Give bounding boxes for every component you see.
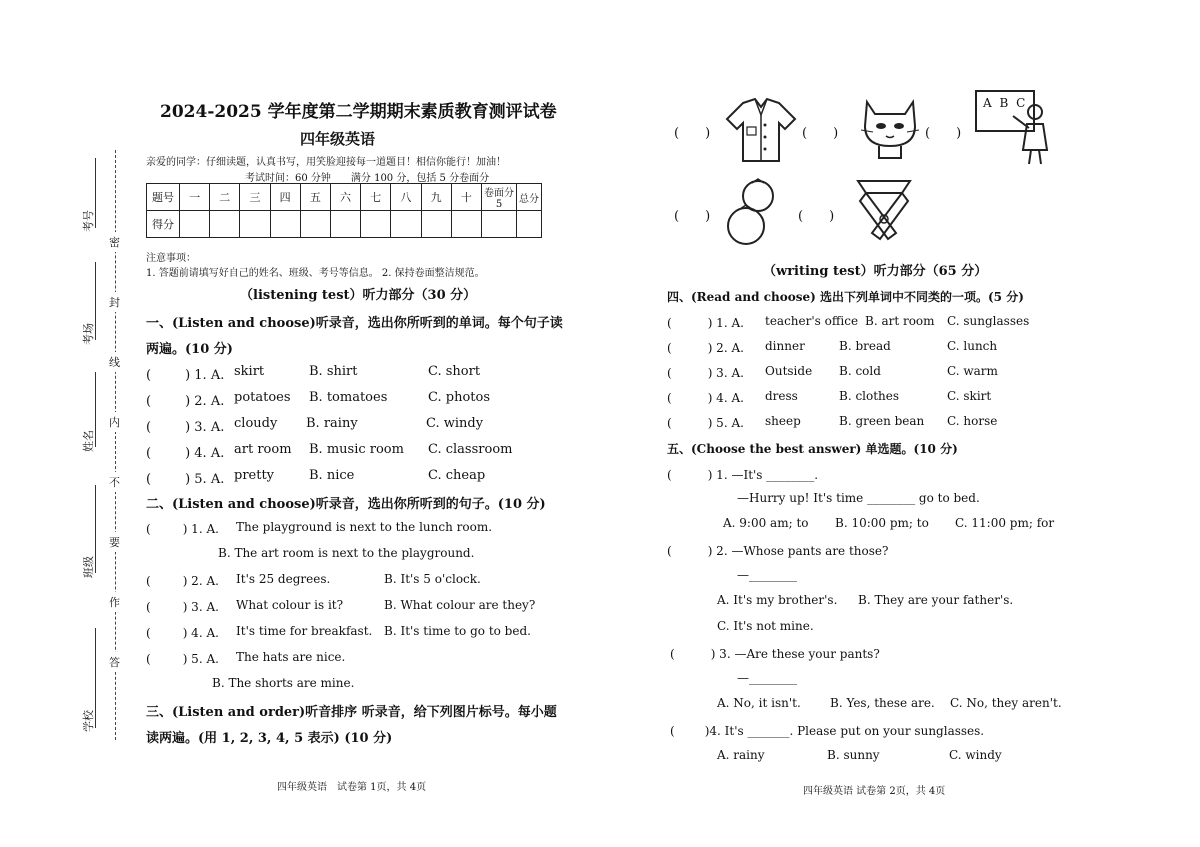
answer-paren[interactable]: ( — [146, 420, 178, 435]
answer-paren[interactable]: ( — [146, 472, 178, 487]
school-blank[interactable] — [95, 628, 96, 728]
list-item: ( ) 3. A. What colour is it? B. What colour are they? — [146, 598, 536, 614]
page-footer: 四年级英语 试卷第 1页，共 4页 — [277, 782, 427, 793]
list-item: ( ) 2. A. potatoes B. tomatoes C. photos — [146, 390, 490, 409]
section-2-title: 二、(Listen and choose)听录音，选出你所听到的句子。(10 分) — [146, 497, 546, 512]
question-2-option-c: C. It's not mine. — [717, 619, 814, 633]
answer-paren[interactable]: ( — [670, 724, 699, 738]
question-4-options: A. rainy B. sunny C. windy — [717, 748, 1002, 762]
answer-paren[interactable]: ( — [667, 391, 696, 405]
question-3: ( ) 3. —Are these your pants? — [670, 647, 880, 661]
score-header-cell: 五 — [300, 184, 330, 211]
list-item: ( ) 2. A. It's 25 degrees. B. It's 5 o'clock. — [146, 572, 481, 588]
seal-char: 封 — [109, 292, 120, 312]
answer-paren[interactable]: ( — [667, 366, 696, 380]
score-header-cell: 七 — [361, 184, 391, 211]
score-header-cell: 三 — [240, 184, 270, 211]
list-item: ( ) 3. A. Outside B. cold C. warm — [667, 364, 998, 380]
score-cell[interactable] — [361, 211, 391, 238]
notes: 1. 答题前请填写好自己的姓名、班级、考号等信息。 2. 保持卷面整洁规范。 — [146, 268, 485, 279]
seal-char: 作 — [109, 592, 120, 612]
section-4-title: 四、(Read and choose) 选出下列单词中不同类的一项。(5 分) — [667, 290, 1024, 304]
question-3-line-2: —________ — [737, 671, 797, 685]
name-blank[interactable] — [95, 372, 96, 447]
picture-answer-paren[interactable]: ( ) — [925, 126, 962, 141]
answer-paren[interactable]: ( — [667, 316, 696, 330]
score-cell[interactable] — [210, 211, 240, 238]
score-header-cell: 总分 — [517, 184, 542, 211]
section-3-title-cont: 读两遍。(用 1, 2, 3, 4, 5 表示) (10 分) — [146, 731, 393, 746]
answer-paren[interactable]: ( — [667, 416, 696, 430]
section-1-title-cont: 两遍。(10 分) — [146, 342, 233, 357]
score-cell[interactable] — [451, 211, 481, 238]
score-header-cell: 一 — [180, 184, 210, 211]
exam-number-label: 考号 — [82, 210, 95, 232]
score-header-cell: 六 — [330, 184, 360, 211]
answer-paren[interactable]: ( — [146, 522, 175, 536]
list-item: ( ) 1. A. The playground is next to the lunch room. — [146, 520, 493, 536]
list-item: ( ) 3. A. cloudy B. rainy C. windy — [146, 416, 484, 435]
section-3-title: 三、(Listen and order)听音排序 听录音，给下列图片标号。每小题 — [146, 705, 557, 720]
list-item: ( ) 5. A. pretty B. nice C. cheap — [146, 468, 486, 487]
list-item: B. The art room is next to the playground. — [218, 546, 475, 560]
seal-char: 不 — [109, 472, 120, 492]
greeting: 亲爱的同学：仔细读题，认真书写，用笑脸迎接每一道题目！相信你能行！加油！ — [146, 157, 506, 168]
question-1-line-2: —Hurry up! It's time ________ go to bed. — [737, 491, 980, 505]
class-label: 班级 — [82, 556, 95, 578]
question-2-options: A. It's my brother's. B. They are your father's. — [717, 593, 1014, 607]
section-1-title: 一、(Listen and choose)听录音，选出你所听到的单词。每个句子读 — [146, 316, 563, 331]
score-cell[interactable] — [270, 211, 300, 238]
seal-char: 密 — [109, 232, 120, 252]
seal-char: 线 — [109, 352, 120, 372]
list-item: ( ) 1. A. skirt B. shirt C. short — [146, 364, 481, 383]
answer-paren[interactable]: ( — [146, 600, 175, 614]
scarf-picture — [852, 175, 916, 247]
answer-paren[interactable]: ( — [670, 647, 699, 661]
score-header-cell: 九 — [421, 184, 451, 211]
question-2-line-2: —________ — [737, 568, 797, 582]
score-header-cell: 八 — [391, 184, 421, 211]
answer-paren[interactable]: ( — [146, 574, 175, 588]
answer-paren[interactable]: ( — [146, 626, 175, 640]
score-row-label: 得分 — [147, 211, 180, 238]
answer-paren[interactable]: ( — [667, 544, 696, 558]
score-cell[interactable] — [517, 211, 542, 238]
score-cell[interactable] — [300, 211, 330, 238]
teacher-icon — [1011, 102, 1053, 166]
score-cell[interactable] — [421, 211, 451, 238]
section-5-title: 五、(Choose the best answer) 单选题。(10 分) — [667, 442, 958, 456]
picture-answer-paren[interactable]: ( ) — [674, 209, 711, 224]
school-label: 学校 — [82, 710, 95, 732]
name-label: 姓名 — [82, 430, 95, 452]
page-footer: 四年级英语 试卷第 2页，共 4页 — [803, 786, 946, 797]
list-item: ( ) 4. A. dress B. clothes C. skirt — [667, 389, 992, 405]
list-item: ( ) 5. A. sheep B. green bean C. horse — [667, 414, 998, 430]
list-item: ( ) 4. A. art room B. music room C. classroom — [146, 442, 513, 461]
exam-info: 考试时间：60 分钟 满分 100 分，包括 5 分卷面分 — [245, 173, 490, 184]
question-4: ( )4. It's _______. Please put on your sunglasses. — [670, 724, 985, 738]
exam-room-blank[interactable] — [95, 262, 96, 340]
list-item: ( ) 2. A. dinner B. bread C. lunch — [667, 339, 998, 355]
score-cell[interactable] — [240, 211, 270, 238]
answer-paren[interactable]: ( — [146, 446, 178, 461]
score-table-score-row — [147, 211, 542, 238]
seal-char: 答 — [109, 652, 120, 672]
list-item: B. The shorts are mine. — [212, 676, 355, 690]
exam-title: 2024-2025 学年度第二学期期末素质教育测评试卷 — [160, 102, 557, 122]
score-cell[interactable] — [391, 211, 421, 238]
answer-paren[interactable]: ( — [146, 652, 175, 666]
answer-paren[interactable]: ( — [667, 468, 696, 482]
board-letters: A B C — [983, 96, 1028, 110]
shirt-picture — [725, 97, 797, 163]
picture-answer-paren[interactable]: ( ) — [802, 126, 839, 141]
class-blank[interactable] — [95, 485, 96, 573]
list-item: ( ) 1. A. teacher's office B. art room C. sunglasses — [667, 314, 1030, 330]
score-header-cell: 四 — [270, 184, 300, 211]
score-cell[interactable] — [330, 211, 360, 238]
teacher-blackboard-picture — [975, 90, 1055, 166]
answer-paren[interactable]: ( — [146, 368, 178, 383]
tomatoes-picture — [722, 176, 786, 246]
picture-answer-paren[interactable]: ( ) — [798, 209, 835, 224]
exam-subtitle: 四年级英语 — [300, 130, 376, 148]
exam-room-label: 考场 — [82, 323, 95, 345]
score-header-cell: 二 — [210, 184, 240, 211]
seal-char: 内 — [109, 412, 120, 432]
picture-answer-paren[interactable]: ( ) — [674, 126, 711, 141]
listening-header: （listening test）听力部分（30 分） — [240, 288, 477, 303]
answer-paren[interactable]: ( — [146, 394, 178, 409]
score-cell[interactable] — [482, 211, 517, 238]
seal-char: 要 — [109, 532, 120, 552]
question-3-options: A. No, it isn't. B. Yes, these are. C. No, they aren't. — [717, 696, 1062, 710]
list-item: ( ) 5. A. The hats are nice. — [146, 650, 346, 666]
score-header-cell: 卷面分5 — [482, 184, 517, 211]
score-table — [146, 183, 542, 238]
writing-header: （writing test）听力部分（65 分） — [763, 264, 988, 279]
exam-number-blank[interactable] — [95, 158, 96, 228]
question-1: ( ) 1. —It's ________. — [667, 468, 819, 482]
score-table-header-row — [147, 184, 542, 211]
answer-paren[interactable]: ( — [667, 341, 696, 355]
list-item: ( ) 4. A. It's time for breakfast. B. It's time to go to bed. — [146, 624, 531, 640]
score-header-cell: 十 — [451, 184, 481, 211]
question-1-options: A. 9:00 am; to B. 10:00 pm; to C. 11:00 pm; for — [723, 516, 1055, 530]
question-2: ( ) 2. —Whose pants are those? — [667, 544, 889, 558]
cat-picture — [855, 92, 925, 162]
score-header-cell: 题号 — [147, 184, 180, 211]
score-cell[interactable] — [180, 211, 210, 238]
notes-title: 注意事项： — [146, 253, 196, 264]
